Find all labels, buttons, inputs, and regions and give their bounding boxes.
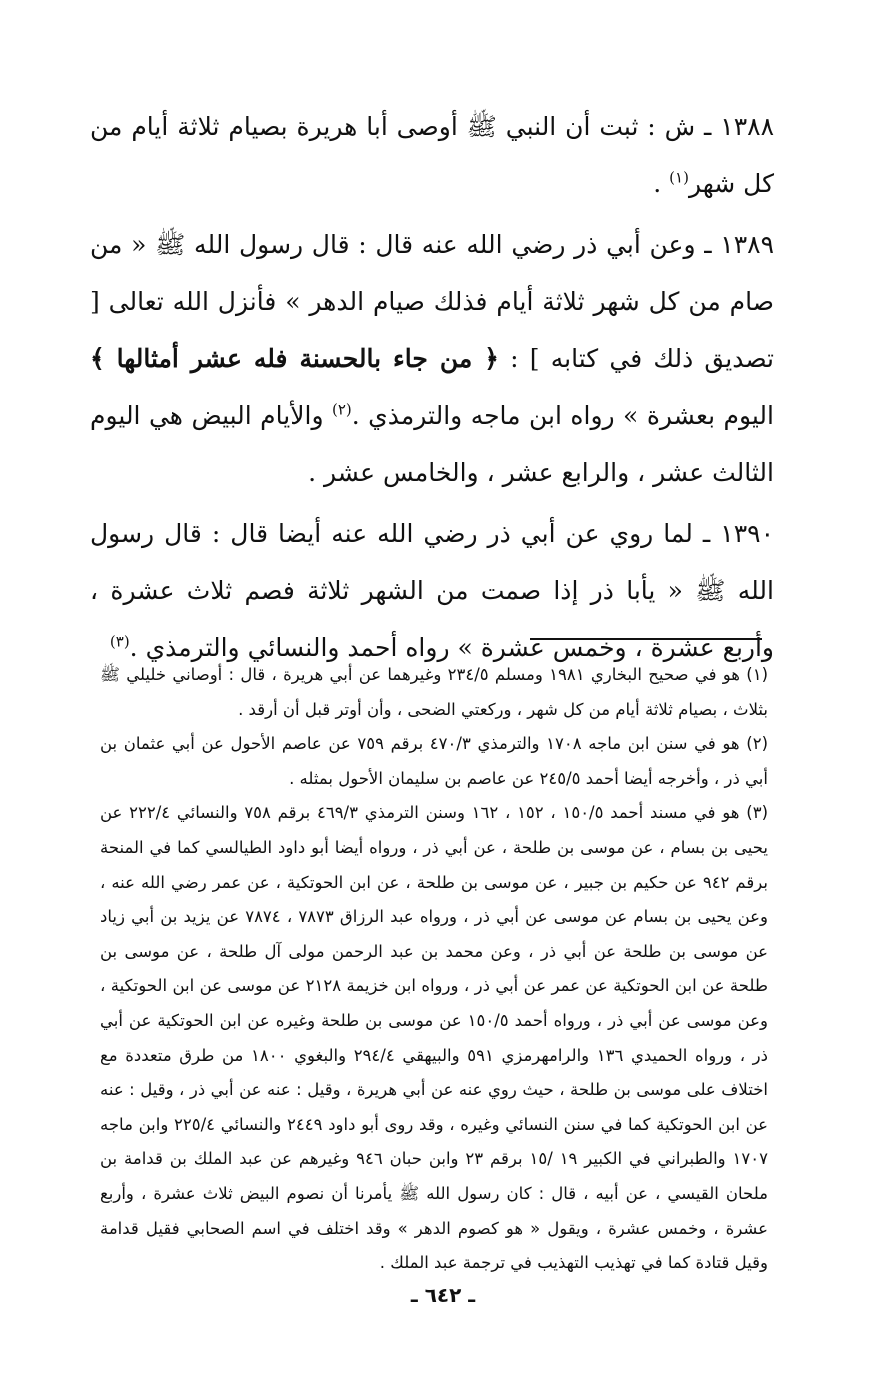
entry-1390 <box>90 505 774 676</box>
footnote-ref: (٢) <box>331 400 352 419</box>
main-text <box>90 98 774 680</box>
entry-text: . <box>653 169 670 198</box>
entry-text: اليوم بعشرة » رواه ابن ماجه والترمذي . <box>351 401 774 430</box>
entry-1388 <box>90 98 774 212</box>
entry-text: ١٣٨٩ ـ وعن أبي ذر رضي الله عنه قال : قال رسول الله ﷺ « من صام من كل شهر ثلاثة أيام فذلك صيام الدهر » فأنزل الله تعالى [ تصديق ذلك في كتابه ] : <box>90 230 774 373</box>
footnote-ref: (٣) <box>109 632 130 651</box>
entry-text: ١٣٨٨ ـ ش : ثبت أن النبي ﷺ أوصى أبا هريرة بصيام ثلاثة أيام من كل شهر <box>90 112 774 198</box>
footnote-3: (٣) هو في مسند أحمد ١٥٠/٥ ، ١٥٢ ، ١٦٢ وسنن الترمذي ٤٦٩/٣ برقم ٧٥٨ والنسائي ٢٢٢/٤ عن يحيى بن بسام ، عن موسى بن طلحة ، عن أبي ذر ، ورواه أيضا أبو داود الطيالسي كما في المنحة برقم ٩٤٢ عن حكيم بن جبير ، عن موسى بن طلحة ، عن ابن الحوتكية ، عن عمر رضي الله عنه ، وعن يحيى بن بسام عن موسى عن أبي ذر ، ورواه عبد الرزاق ٧٨٧٣ ، ٧٨٧٤ عن يزيد بن أبي زياد عن موسى بن طلحة عن أبي ذر ، وعن محمد بن عبد الرحمن مولى آل طلحة ، عن موسى بن طلحة عن ابن الحوتكية عن عمر عن أبي ذر ، ورواه ابن خزيمة ٢١٢٨ عن موسى عن ابن الحوتكية ، وعن موسى عن أبي ذر ، ورواه أحمد ١٥٠/٥ عن موسى بن طلحة وغيره عن ابن الحوتكية عن أبي ذر ، ورواه الحميدي ١٣٦ والرامهرمزي ٥٩١ والبيهقي ٢٩٤/٤ والبغوي ١٨٠٠ من طرق متعددة مع اختلاف على موسى بن طلحة ، حيث روي عنه عن أبي هريرة ، وقيل : عنه عن أبي ذر ، وقيل : عنه عن ابن الحوتكية كما في سنن النسائي وغيره ، وقد روى أبو داود ٢٤٤٩ والنسائي ٢٢٥/٤ وابن ماجه ١٧٠٧ والطبراني في الكبير ١٩ /١٥ برقم ٢٣ وابن حبان ٩٤٦ وغيرهم عن عبد الملك بن قدامة بن ملحان القيسي ، عن أبيه ، قال : كان رسول الله ﷺ يأمرنا أن نصوم البيض ثلاث عشرة ، وأربع عشرة ، وخمس عشرة ، ويقول « هو كصوم الدهر » وقد اختلف في اسم الصحابي فقيل قدامة وقيل قتادة كما في تهذيب التهذيب في ترجمة عبد الملك . <box>100 803 769 1273</box>
footnote-2: (٢) هو في سنن ابن ماجه ١٧٠٨ والترمذي ٤٧٠/٣ برقم ٧٥٩ عن عاصم الأحول عن أبي عثمان بن أبي ذر ، وأخرجه أيضا أحمد ٢٤٥/٥ عن عاصم بن سليمان الأحول بمثله . <box>100 734 769 788</box>
entry-1389 <box>90 216 774 501</box>
entry-text: والأيام البيض هي اليوم الثالث عشر ، والرابع عشر ، والخامس عشر . <box>90 401 774 487</box>
footnotes <box>100 658 768 1281</box>
footnote-separator <box>530 638 762 640</box>
footnote-ref: (١) <box>669 168 689 187</box>
quran-verse: ﴿ من جاء بالحسنة فله عشر أمثالها ﴾ <box>90 344 499 373</box>
page-number: ـ ٦٤٢ ـ <box>410 1283 476 1307</box>
entry-text: ١٣٩٠ ـ لما روي عن أبي ذر رضي الله عنه أيضا قال : قال رسول الله ﷺ « يأبا ذر إذا صمت من الشهر ثلاثة فصم ثلاث عشرة ، وأربع عشرة ، وخمس عشرة » رواه أحمد والنسائي والترمذي . <box>90 519 774 662</box>
footnote-1: (١) هو في صحيح البخاري ١٩٨١ ومسلم ٢٣٤/٥ وغيرهما عن أبي هريرة ، قال : أوصاني خليلي ﷺ بثلاث ، بصيام ثلاثة أيام من كل شهر ، وركعتي الضحى ، وأن أوتر قبل أن أرقد . <box>100 665 768 719</box>
